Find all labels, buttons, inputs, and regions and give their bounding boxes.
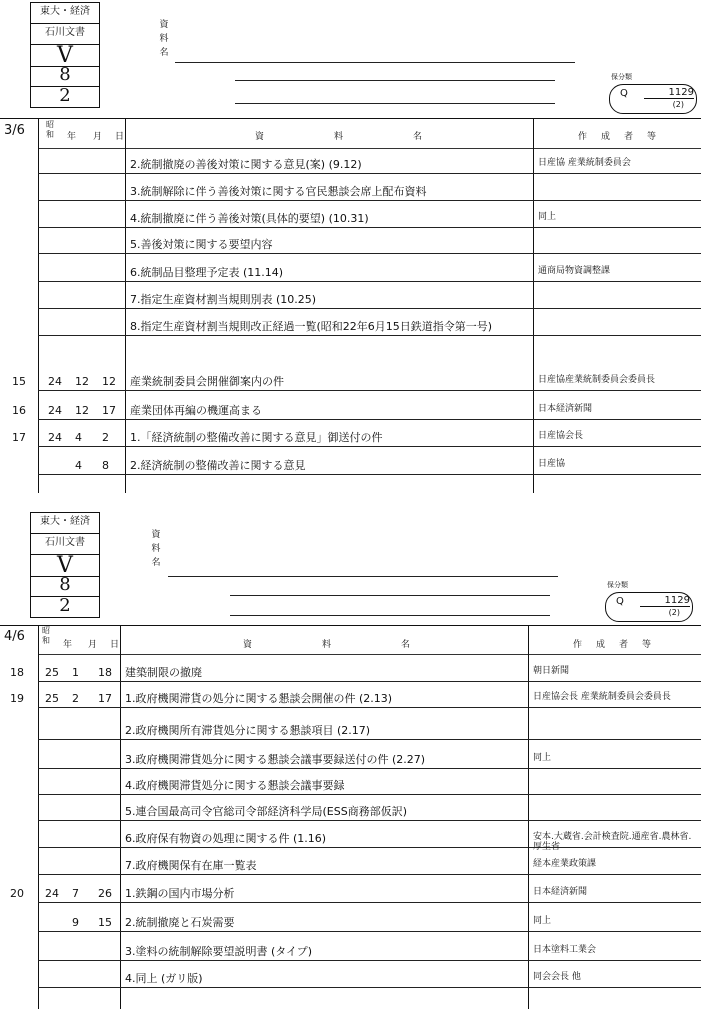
row-month: 1 [72,666,79,679]
row-title: 3.統制解除に伴う善後対策に関する官民懇談会席上配布資料 [130,185,427,198]
row-day: 12 [102,375,116,388]
row-rule [38,681,701,682]
archive-stamp [30,2,100,108]
row-day: 8 [102,459,109,472]
row-year: 24 [48,404,62,417]
row-year: 24 [48,431,62,444]
row-title: 4.統制撤廃に伴う善後対策(具体的要望) (10.31) [130,212,369,225]
sheet2-hdr-title: 資料名 [243,640,481,650]
row-author: 日産協 [538,459,566,469]
sheet1-hdr-year: 年 [67,132,77,142]
classification-box [609,84,697,114]
doc-name-line-3 [235,103,555,104]
row-title: 4.同上 (ガリ版) [125,972,203,985]
classification-box-2 [605,592,693,622]
row-number: 17 [12,431,26,444]
sheet2-page: 4/6 [4,629,25,644]
stamp2-owner: 石川文書 [31,534,99,555]
stamp-vol-8: 8 [59,64,71,85]
row-author: 日産協 産業統制委員会 [538,158,631,168]
stamp-org: 東大・経済 [31,3,99,24]
row-month: 4 [75,431,82,444]
row-day: 15 [98,916,112,929]
row-title: 2.統制撤廃の善後対策に関する意見(案) (9.12) [130,158,362,171]
row-day: 26 [98,887,112,900]
classification-prefix-2: Q [616,596,624,607]
row-rule [38,987,701,988]
row-author: 日産協産業統制委員会委員長 [538,375,656,385]
row-author: 同会会長 他 [533,972,581,982]
stamp-vol-2: 2 [59,85,71,106]
stamp2-org: 東大・経済 [31,513,99,534]
row-rule [38,902,701,903]
doc-name-label: 資料名 [159,20,169,58]
row-rule [38,419,701,420]
row-day: 18 [98,666,112,679]
row-title: 6.統制品目整理予定表 (11.14) [130,266,284,279]
row-year: 25 [45,692,59,705]
row-month: 9 [72,916,79,929]
classification-sub: (2) [672,100,684,109]
row-rule [38,474,701,475]
row-month: 4 [75,459,82,472]
row-title: 6.政府保有物資の処理に関する件 (1.16) [125,832,327,845]
row-month: 12 [75,404,89,417]
row-author: 日産協会長 [538,431,584,441]
sheet1-hdr-author: 作成者等 [578,132,671,142]
row-author: 同上 [533,916,552,926]
row-rule [38,335,701,336]
row-rule [38,707,701,708]
row-title: 3.政府機関滞貨処分に関する懇談会議事要録送付の件 (2.27) [125,753,426,766]
row-number: 18 [10,666,24,679]
row-author: 朝日新聞 [533,666,570,676]
stamp2-vol-2: 2 [59,595,71,616]
row-title: 8.指定生産資材割当規則改正経過一覧(昭和22年6月15日鉄道指令第一号) [130,320,493,333]
row-rule [38,281,701,282]
row-title: 7.政府機関保有在庫一覧表 [125,859,257,872]
sheet1-hdr-day: 日 [115,132,125,142]
row-author: 日本経済新聞 [538,404,593,414]
sheet1-page: 3/6 [4,123,25,138]
stamp2-vol-v: V [57,553,73,578]
classification-number: 1129 [644,87,694,99]
row-number: 16 [12,404,26,417]
row-rule [38,308,701,309]
row-title: 2.政府機関所有滞貨処分に関する懇談項目 (2.17) [125,724,371,737]
classification-prefix: Q [620,88,628,99]
stamp-vol-v: V [57,43,73,68]
row-rule [38,874,701,875]
row-title: 2.経済統制の整備改善に関する意見 [130,459,306,472]
row-day: 17 [98,692,112,705]
row-title: 1.鉄鋼の国内市場分析 [125,887,235,900]
sheet1-hdr-month: 月 [93,132,103,142]
sheet2-hdr-day: 日 [110,640,120,650]
row-rule [38,960,701,961]
row-number: 15 [12,375,26,388]
row-year: 24 [48,375,62,388]
row-title: 産業統制委員会開催御案内の件 [130,375,284,388]
stamp-owner: 石川文書 [31,24,99,45]
row-author: 同上 [538,212,557,222]
stamp2-vol-8: 8 [59,574,71,595]
row-day: 17 [102,404,116,417]
row-month: 2 [72,692,79,705]
row-rule [38,173,701,174]
row-rule [38,847,701,848]
classification-number-2: 1129 [640,595,690,607]
row-title: 3.塗料の統制解除要望説明書 (タイプ) [125,945,313,958]
row-author: 日産協会長 産業統制委員会委員長 [533,692,671,702]
row-rule [38,253,701,254]
row-title: 2.統制撤廃と石炭需要 [125,916,235,929]
doc-name-line-2 [235,80,555,81]
row-title: 建築制限の撤廃 [125,666,202,679]
row-rule [38,768,701,769]
classification-sub-2: (2) [668,608,680,617]
sheet2-hdr-era: 昭和 [42,626,50,645]
sheet2-hdr-author: 作成者等 [573,640,666,650]
row-day: 2 [102,431,109,444]
row-title: 5.善後対策に関する要望内容 [130,238,273,251]
row-title: 5.連合国最高司令官総司令部経済科学局(ESS商務部仮訳) [125,805,407,818]
classification-label: 保分類 [611,73,632,81]
row-rule [38,820,701,821]
sheet2-hdr-month: 月 [88,640,98,650]
row-month: 7 [72,887,79,900]
row-rule [38,739,701,740]
row-title: 4.政府機関滞貨処分に関する懇談会議事要録 [125,779,345,792]
doc-name-label-2: 資料名 [151,530,161,568]
row-rule [38,390,701,391]
row-author: 日本経済新聞 [533,887,588,897]
row-year: 24 [45,887,59,900]
row-rule [38,794,701,795]
row-title: 産業団体再編の機運高まる [130,404,262,417]
row-year: 25 [45,666,59,679]
row-month: 12 [75,375,89,388]
sheet1-hdr-title: 資料名 [255,132,493,142]
row-rule [38,227,701,228]
row-number: 20 [10,887,24,900]
sheet1-hdr-era: 昭和 [46,120,54,139]
row-title: 7.指定生産資材割当規則別表 (10.25) [130,293,317,306]
row-rule [38,446,701,447]
row-number: 19 [10,692,24,705]
row-author: 経本産業政策課 [533,859,597,869]
row-title: 1.政府機関滞貨の処分に関する懇談会開催の件 (2.13) [125,692,393,705]
doc-name-line-1 [175,62,575,63]
row-author: 日本塗料工業会 [533,945,597,955]
row-author: 通商局物資調整課 [538,266,611,276]
archive-stamp-2 [30,512,100,618]
classification-label-2: 保分類 [607,581,628,589]
row-title: 1.「経済統制の整備改善に関する意見」御送付の件 [130,431,383,444]
row-rule [38,931,701,932]
row-author: 安本.大蔵省.会計検査院.通産省.農林省.厚生省 [533,832,692,852]
row-rule [38,200,701,201]
row-author: 同上 [533,753,552,763]
sheet2-hdr-year: 年 [63,640,73,650]
